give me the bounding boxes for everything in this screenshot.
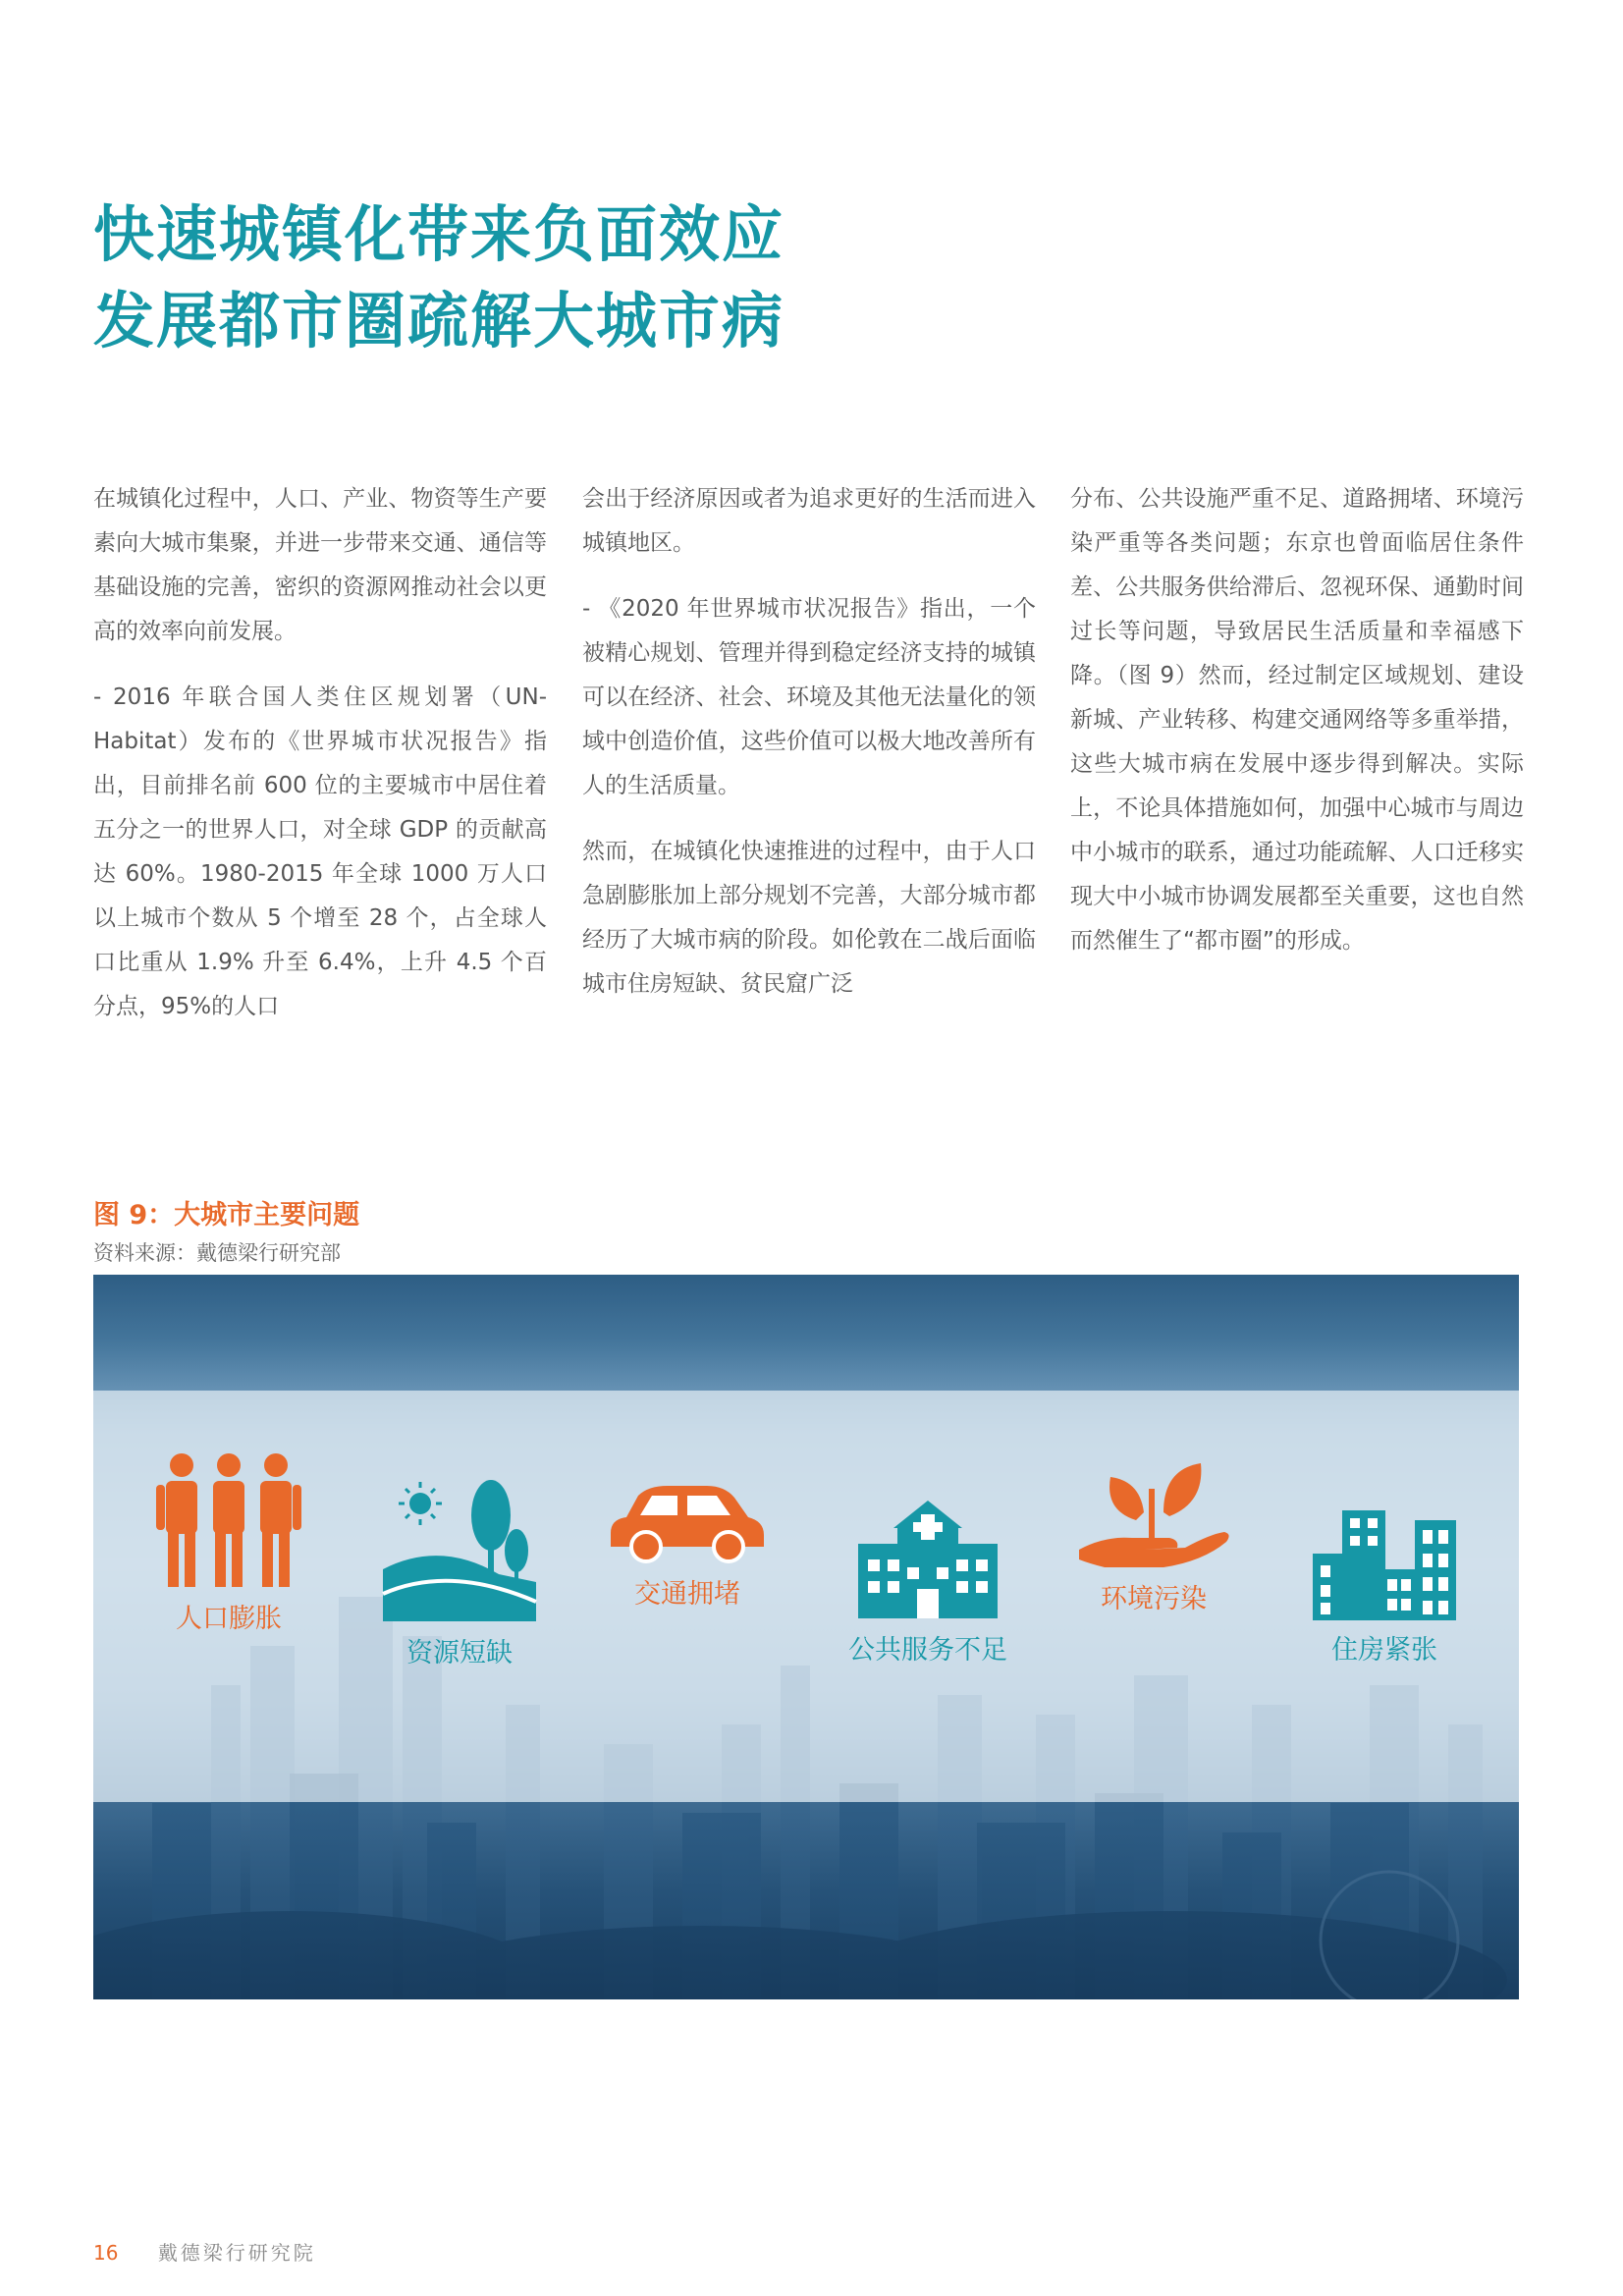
paragraph: 在城镇化过程中，人口、产业、物资等生产要素向大城市集聚，并进一步带来交通、通信等基础设施的完善，密织的资源网推动社会以更高的效率向前发展。 xyxy=(93,486,547,644)
issue-pollution xyxy=(1070,1451,1237,1615)
plant-hand-icon xyxy=(1075,1451,1232,1569)
people-icon xyxy=(152,1451,305,1589)
buildings-icon xyxy=(1313,1510,1456,1620)
hospital-icon xyxy=(854,1499,1001,1620)
text-column-3 xyxy=(1070,477,1524,985)
paragraph: - 2016 年联合国人类住区规划署（UN-Habitat）发布的《世界城市状况报告》指出，目前排名前 600 位的主要城市中居住着五分之一的世界人口，对全球 GDP 的贡献高达 60%。1980-2015 年全球 1000 万人口以上城市个数从 5 个增至 28 个，占全球人口比重从 1.9% 升至 6.4%，上升 4.5 个百分点，95%的人口 xyxy=(93,684,547,1019)
page-footer xyxy=(93,2237,316,2266)
text-column-1 xyxy=(93,477,547,1051)
figure-band-top xyxy=(93,1275,1519,1391)
figure-title: 图 9：大城市主要问题 xyxy=(93,1200,360,1230)
issue-label: 住房紧张 xyxy=(1331,1635,1437,1666)
page-number: 16 xyxy=(93,2241,119,2265)
car-icon xyxy=(609,1486,766,1564)
issue-public-services xyxy=(835,1499,1021,1667)
issue-label: 环境污染 xyxy=(1101,1584,1207,1614)
landscape-icon xyxy=(381,1476,538,1623)
paragraph: 分布、公共设施严重不足、道路拥堵、环境污染严重等各类问题；东京也曾面临居住条件差、公共服务供给滞后、忽视环保、通勤时间过长等问题，导致居民生活质量和幸福感下降。（图 9）然而，经过制定区域规划、建设新城、产业转移、构建交通网络等多重举措，这些大城市病在发展中逐步得到解决。实际上，不论具体措施如何，加强中心城市与周边中小城市的联系，通过功能疏解、人口迁移实现大中小城市协调发展都至关重要，这也自然而然催生了“都市圈”的形成。 xyxy=(1070,486,1524,954)
issue-label: 交通拥堵 xyxy=(634,1579,740,1610)
figure-city-problems xyxy=(93,1275,1519,1999)
figure-source: 资料来源：戴德梁行研究部 xyxy=(93,1241,341,1265)
issue-label: 公共服务不足 xyxy=(848,1635,1007,1666)
issue-label: 人口膨胀 xyxy=(176,1604,282,1634)
issue-label: 资源短缺 xyxy=(406,1638,513,1668)
page-title xyxy=(93,191,784,364)
title-line-1: 快速城镇化带来负面效应 xyxy=(93,198,785,270)
issue-housing xyxy=(1301,1510,1468,1667)
paragraph: 然而，在城镇化快速推进的过程中，由于人口急剧膨胀加上部分规划不完善，大部分城市都经历了大城市病的阶段。如伦敦在二战后面临城市住房短缺、贫民窟广泛 xyxy=(582,839,1036,997)
issue-traffic xyxy=(604,1486,771,1611)
footer-organization: 戴德梁行研究院 xyxy=(157,2241,316,2265)
issue-population xyxy=(150,1451,307,1635)
paragraph: - 《2020 年世界城市状况报告》指出，一个被精心规划、管理并得到稳定经济支持的城镇可以在经济、社会、环境及其他无法量化的领域中创造价值，这些价值可以极大地改善所有人的生活质量。 xyxy=(582,596,1036,798)
title-line-2: 发展都市圈疏解大城市病 xyxy=(93,285,785,356)
text-column-2 xyxy=(582,477,1036,1028)
paragraph: 会出于经济原因或者为追求更好的生活而进入城镇地区。 xyxy=(582,486,1036,556)
figure-band-bottom xyxy=(93,1802,1519,1999)
issue-resources xyxy=(376,1476,543,1669)
